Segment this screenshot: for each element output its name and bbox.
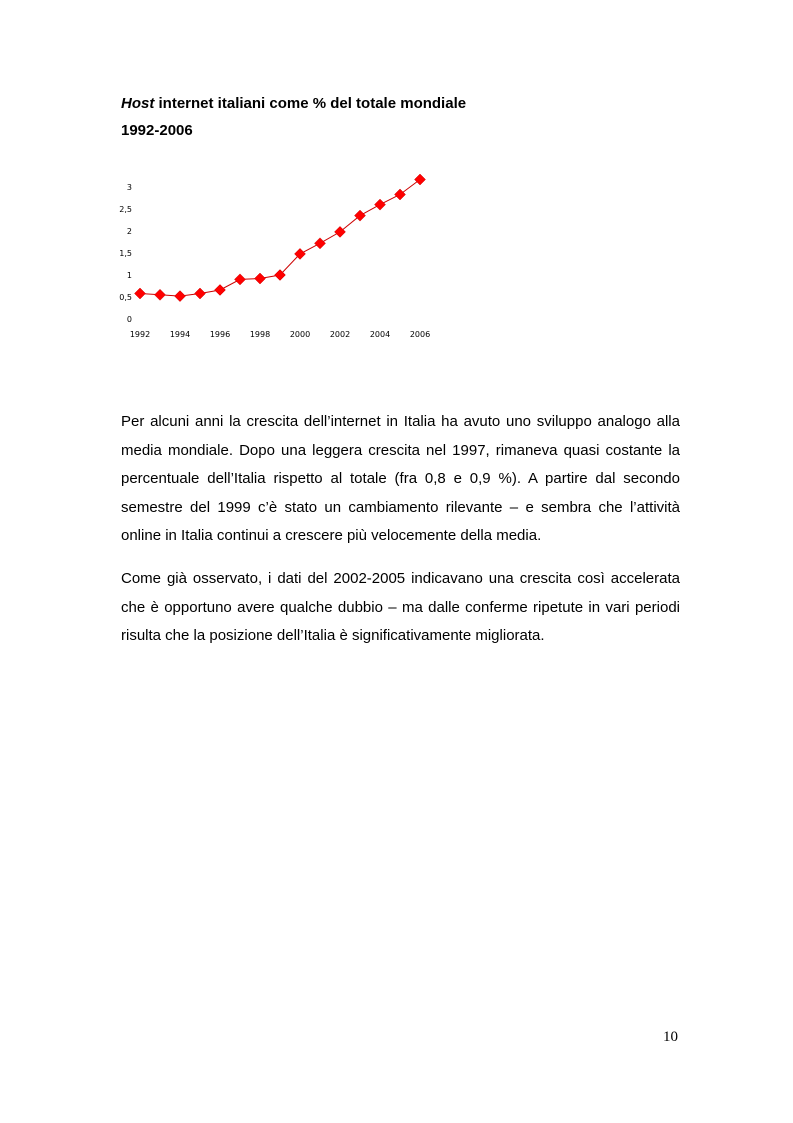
x-tick-label: 2004 [369,330,391,339]
data-point [155,289,166,300]
data-point [355,210,366,221]
chart-subtitle: 1992-2006 [121,122,193,139]
y-tick-label: 3 [126,183,132,192]
body-paragraph-1: Per alcuni anni la crescita dell’internet in Italia ha avuto uno sviluppo analogo alla media mondiale. Dopo una leggera crescita nel 1997, rimaneva quasi costante la percentuale dell’Italia rispetto al totale (fra 0,8 e 0,9 %). A partire dal secondo semestre del 1999 c’è stato un cambiamento rilevante – e sembra che l’attività online in Italia continui a crescere più velocemente della media. [121,413,680,544]
data-point [175,291,186,302]
data-point [375,199,386,210]
data-point [315,238,326,249]
chart-title-rest: internet italiani come % del totale mondiale [154,95,467,112]
data-point [235,274,246,285]
chart-title [121,95,466,113]
page-number: 10 [663,1029,678,1045]
x-tick-label: 2002 [329,330,351,339]
data-point [195,288,206,299]
data-point [335,226,346,237]
x-tick-label: 1996 [209,330,231,339]
line-chart [110,170,440,350]
x-tick-label: 1994 [169,330,191,339]
x-tick-label: 1992 [129,330,151,339]
data-point [255,273,266,284]
y-tick-label: 2 [126,227,132,236]
y-tick-label: 1 [126,271,132,280]
body-paragraph-2: Come già osservato, i dati del 2002-2005 indicavano una crescita così accelerata che è opportuno avere qualche dubbio – ma dalle conferme ripetute in vari periodi risulta che la posizione dell’Italia è significativamente migliorata. [121,570,680,644]
x-tick-label: 2006 [409,330,431,339]
data-point [415,174,426,185]
y-tick-label: 2,5 [119,205,132,214]
data-point [395,189,406,200]
x-tick-label: 2000 [289,330,311,339]
y-tick-label: 0,5 [119,293,132,302]
y-tick-label: 0 [126,315,132,324]
data-point [215,284,226,295]
chart-title-italic: Host [121,95,155,112]
data-point [135,288,146,299]
y-tick-label: 1,5 [119,249,132,258]
x-tick-label: 1998 [249,330,271,339]
